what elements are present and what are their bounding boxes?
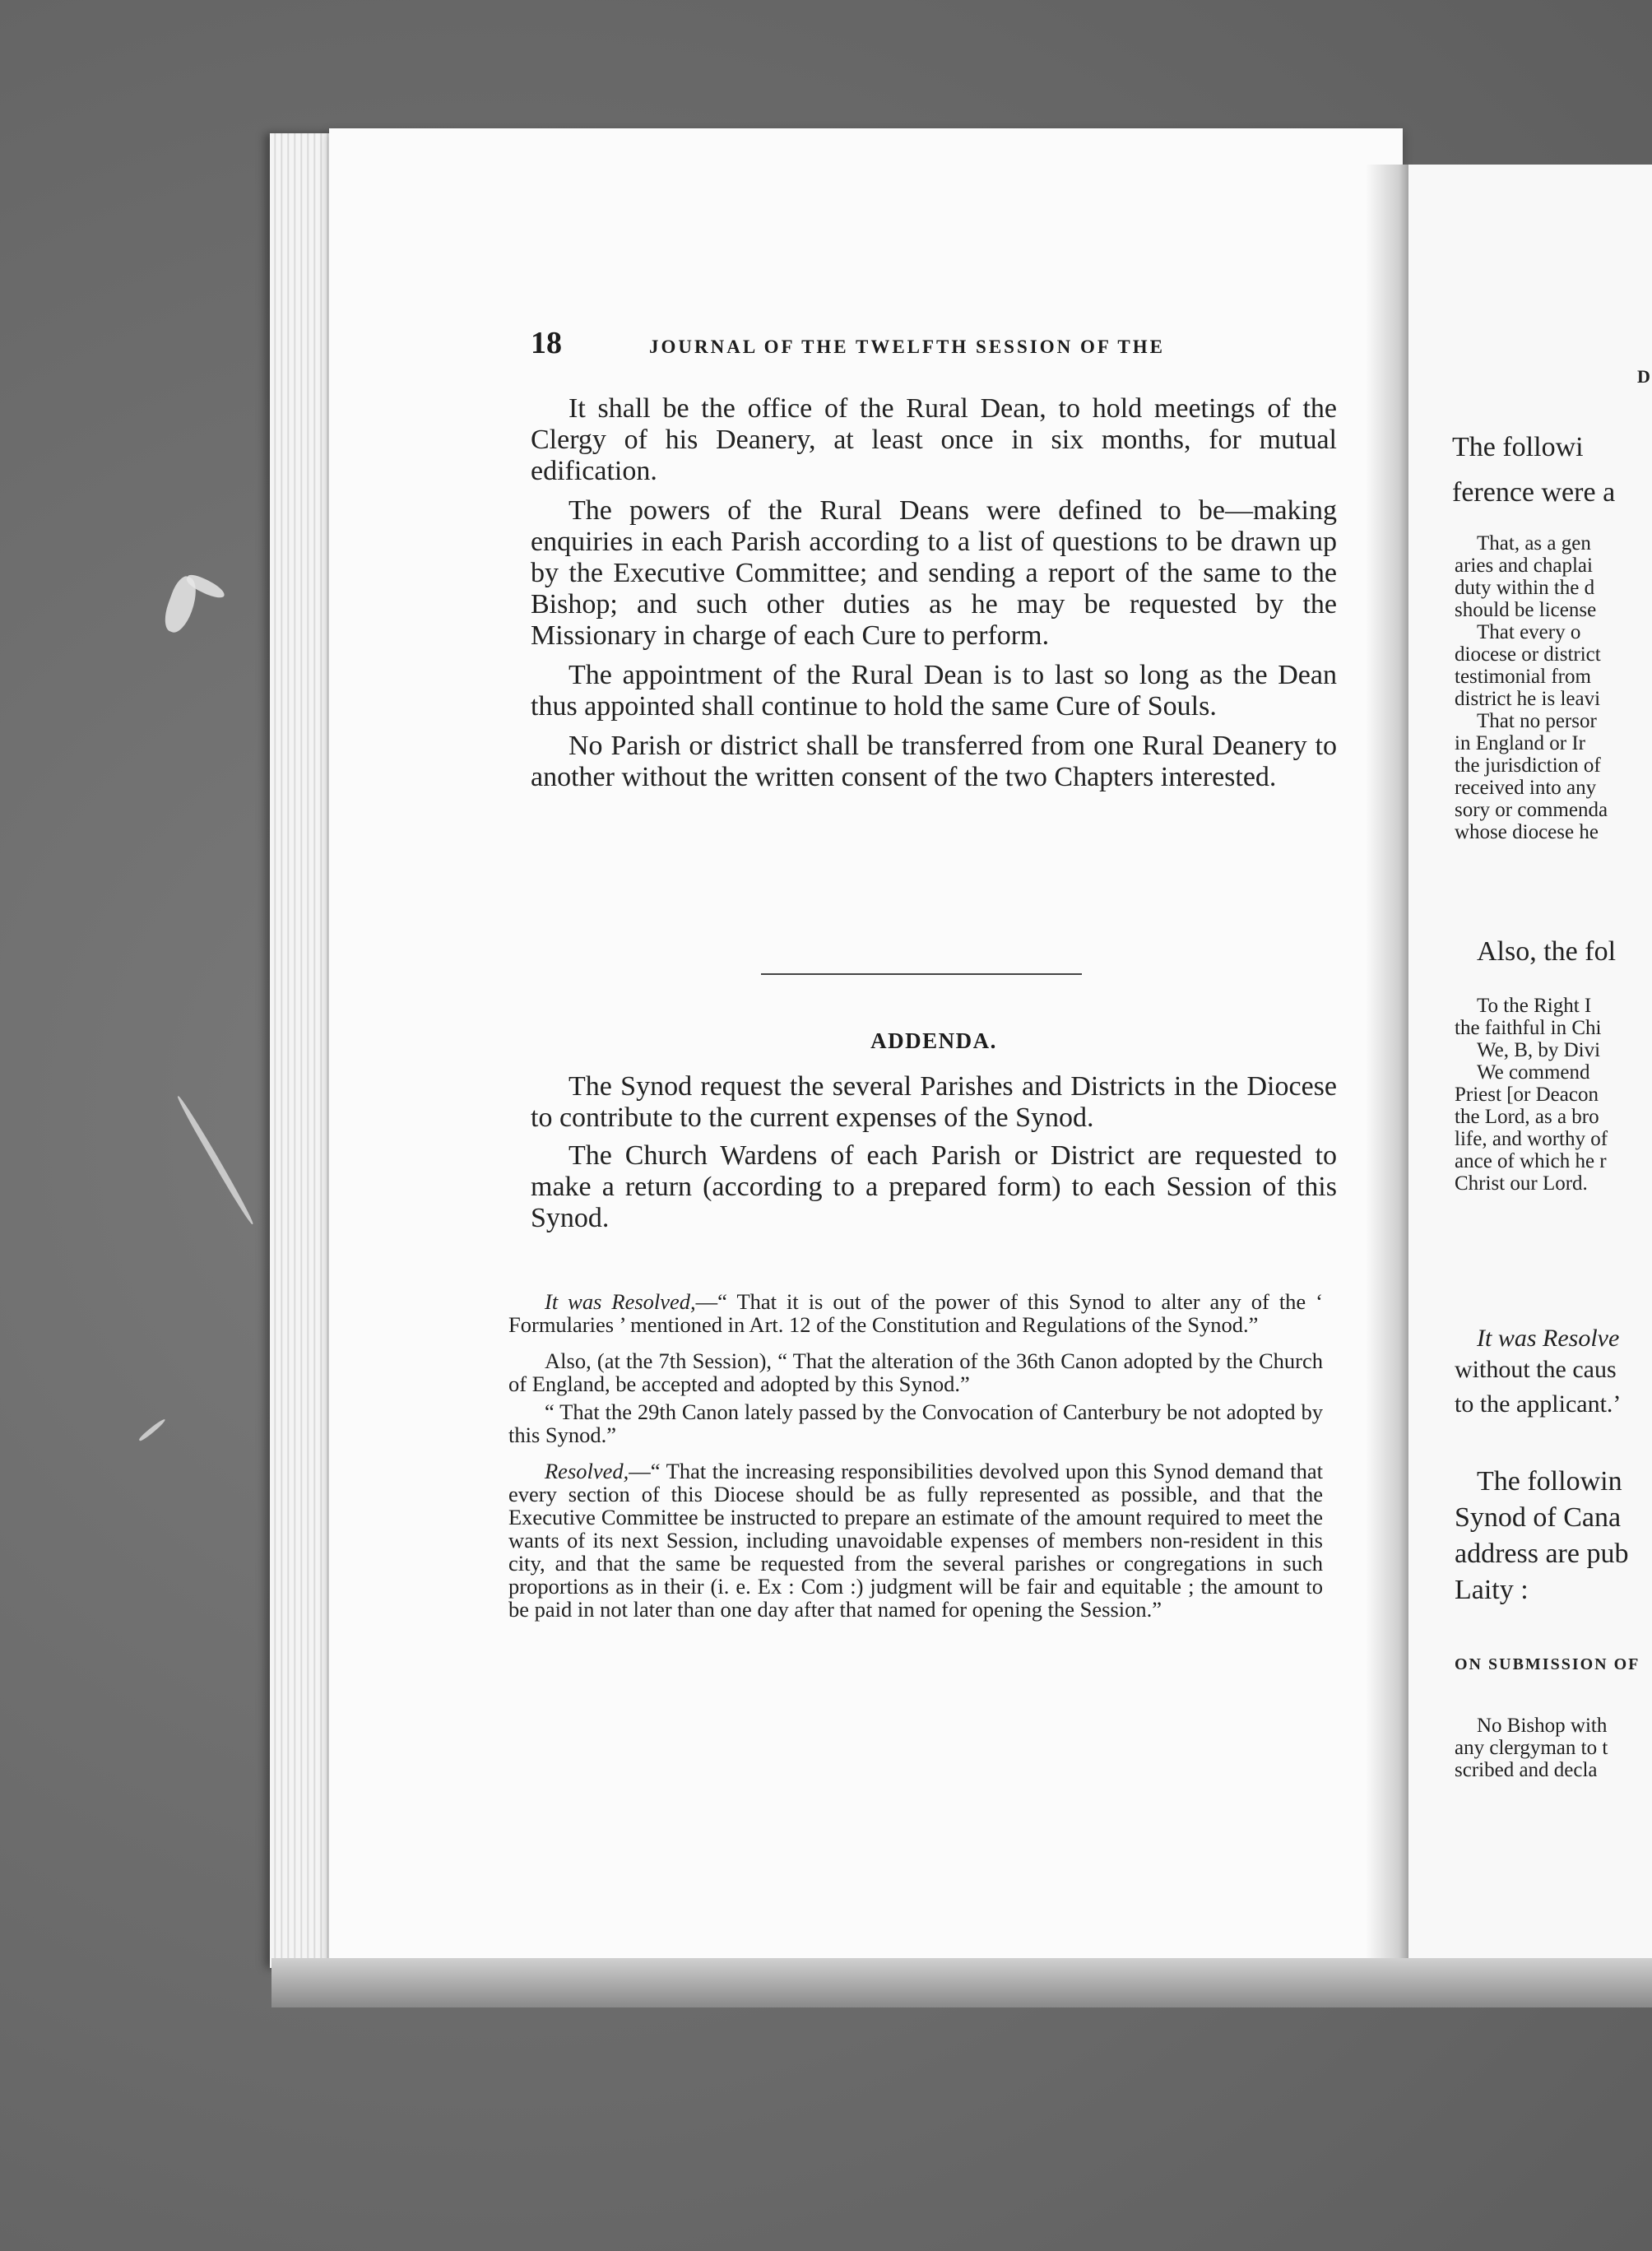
right-line: address are pub bbox=[1455, 1539, 1629, 1569]
right-line: the Lord, as a bro bbox=[1455, 1106, 1599, 1128]
right-line: It was Resolve bbox=[1477, 1325, 1620, 1352]
running-head: JOURNAL OF THE TWELFTH SESSION OF THE bbox=[649, 336, 1165, 357]
resolution bbox=[508, 1460, 1323, 1621]
right-line: No Bishop with bbox=[1477, 1715, 1608, 1737]
resolution-lead: It was Resolved, bbox=[545, 1289, 696, 1314]
right-line: Christ our Lord. bbox=[1455, 1172, 1588, 1195]
resolution-text: —“ That the increasing responsibilities devolved upon this Synod demand that every section of this Diocese should be as fully represented as possible, and that the Executive Committee be instructed to prepare an estimate of the amount required to meet the wants of its next Session, including unavoidable expenses of members non-resident in this city, and that the same be requested from the several parishes or congregations in such proportions as in their (i. e. Ex : Com :) judgment will be fair and equitable ; the amount to be paid in not later than one day after that named for opening the Session.” bbox=[508, 1459, 1323, 1622]
right-line: That every o bbox=[1477, 621, 1581, 643]
page-number: 18 bbox=[531, 326, 562, 360]
resolution bbox=[508, 1349, 1323, 1395]
addenda-heading: ADDENDA. bbox=[870, 1028, 997, 1053]
right-line: That no persor bbox=[1477, 710, 1597, 732]
right-line: the faithful in Chi bbox=[1455, 1017, 1602, 1039]
right-line: To the Right I bbox=[1477, 995, 1592, 1017]
resolution bbox=[508, 1290, 1323, 1336]
right-line: aries and chaplai bbox=[1455, 555, 1593, 577]
right-line: duty within the d bbox=[1455, 577, 1595, 599]
right-line: ON SUBMISSION OF bbox=[1455, 1655, 1640, 1673]
page-bottom-shadow bbox=[271, 1958, 1652, 2007]
right-line: life, and worthy of bbox=[1455, 1128, 1608, 1150]
right-line: Also, the fol bbox=[1477, 936, 1617, 967]
right-line: The followi bbox=[1452, 432, 1584, 462]
right-line: without the caus bbox=[1455, 1356, 1617, 1383]
right-line: Priest [or Deacon bbox=[1455, 1084, 1599, 1106]
right-line: ference were a bbox=[1452, 477, 1616, 508]
right-line: any clergyman to t bbox=[1455, 1737, 1608, 1759]
right-line: district he is leavi bbox=[1455, 688, 1601, 710]
paragraph: The appointment of the Rural Dean is to last so long as the Dean thus appointed shall continue to hold the same Cure of Souls. bbox=[531, 660, 1337, 722]
right-line: should be license bbox=[1455, 599, 1597, 621]
resolution-text: —“ That it is out of the power of this Synod to alter any of the ‘ Formularies ’ mentioned in Art. 12 of the Constitution and Regulations of the Synod.” bbox=[508, 1289, 1323, 1337]
resolution-lead: Resolved, bbox=[545, 1459, 629, 1483]
right-line: The followin bbox=[1477, 1466, 1622, 1497]
right-line: Laity : bbox=[1455, 1575, 1529, 1605]
right-line: Synod of Cana bbox=[1455, 1502, 1622, 1533]
right-running-head: D bbox=[1637, 366, 1652, 387]
right-line: whose diocese he bbox=[1455, 821, 1599, 843]
resolution bbox=[508, 1400, 1323, 1446]
paragraph: It shall be the office of the Rural Dean, to hold meetings of the Clergy of his Deanery, at least once in six months, for mutual edification. bbox=[531, 393, 1337, 486]
section-divider bbox=[761, 973, 1082, 975]
paragraph: The Church Wardens of each Parish or District are requested to make a return (according to a prepared form) to each Session of this Synod. bbox=[531, 1140, 1337, 1233]
paragraph: The Synod request the several Parishes and Districts in the Diocese to contribute to the current expenses of the Synod. bbox=[531, 1071, 1337, 1133]
paragraph: The powers of the Rural Deans were defined to be—making enquiries in each Parish according to a list of questions to be drawn up by the Executive Committee; and sending a report of the same to the Bishop; and such other duties as he may be requested by the Missionary in charge of each Cure to perform. bbox=[531, 495, 1337, 651]
rural-dean-section bbox=[531, 393, 1337, 801]
resolution-text: Also, (at the 7th Session), “ That the alteration of the 36th Canon adopted by the Church of England, be accepted and adopted by this Synod.” bbox=[508, 1348, 1323, 1396]
right-line: diocese or district bbox=[1455, 643, 1601, 666]
resolutions bbox=[508, 1290, 1323, 1634]
right-line: ance of which he r bbox=[1455, 1150, 1607, 1172]
right-line: testimonial from bbox=[1455, 666, 1591, 688]
right-line: That, as a gen bbox=[1477, 532, 1591, 555]
right-line: to the applicant.’ bbox=[1455, 1390, 1622, 1418]
right-line: We commend bbox=[1477, 1061, 1590, 1084]
right-line: scribed and decla bbox=[1455, 1759, 1598, 1781]
page-header bbox=[531, 325, 1353, 361]
right-line: sory or commenda bbox=[1455, 799, 1608, 821]
right-line: the jurisdiction of bbox=[1455, 754, 1601, 777]
right-line: We, B, by Divi bbox=[1477, 1039, 1601, 1061]
addenda-section bbox=[531, 1071, 1337, 1241]
paragraph: No Parish or district shall be transferred from one Rural Deanery to another without the written consent of the two Chapters interested. bbox=[531, 731, 1337, 792]
right-line: received into any bbox=[1455, 777, 1597, 799]
right-line: in England or Ir bbox=[1455, 732, 1585, 754]
resolution-text: “ That the 29th Canon lately passed by the Convocation of Canterbury be not adopted by this Synod.” bbox=[508, 1399, 1323, 1447]
book-page-edges bbox=[270, 133, 336, 1968]
